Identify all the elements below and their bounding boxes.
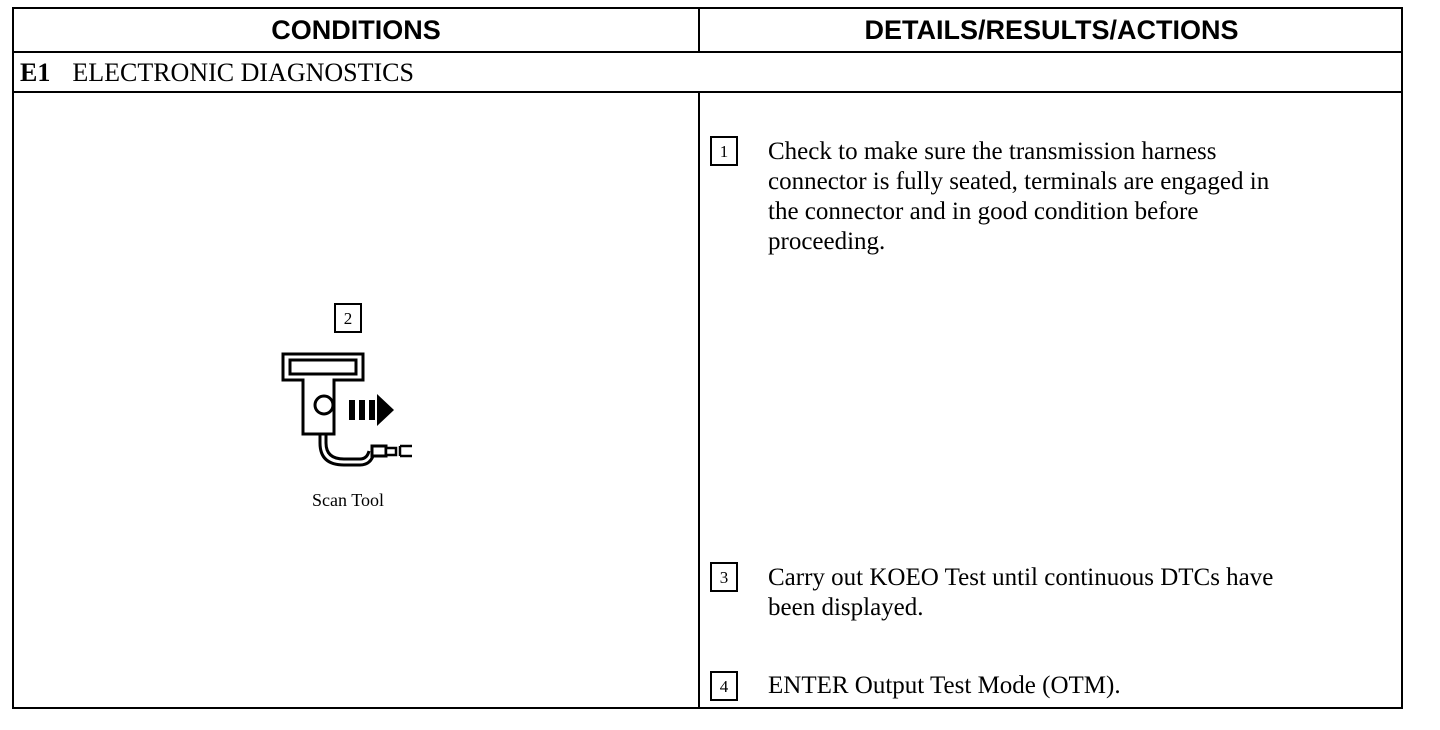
step-1-line: Check to make sure the transmission harness [768, 138, 1217, 165]
step-1-line: proceeding. [768, 228, 886, 255]
step-number-box: 4 [710, 671, 738, 701]
step-4-line: ENTER Output Test Mode (OTM). [768, 672, 1121, 699]
step-1-line: the connector and in good condition before [768, 198, 1199, 225]
scan-tool-icon [276, 349, 416, 474]
diagnostic-table [12, 7, 1403, 709]
step-number-box: 2 [334, 303, 362, 333]
section-code: E1 [20, 58, 51, 87]
step-4-text [768, 671, 1121, 701]
section-divider [14, 91, 1401, 93]
details-header: DETAILS/RESULTS/ACTIONS [864, 15, 1239, 45]
scan-tool-caption: Scan Tool [312, 490, 384, 510]
step-1-line: connector is fully seated, terminals are engaged in [768, 168, 1270, 195]
step-number-box: 3 [710, 562, 738, 592]
step-number-box: 1 [710, 136, 738, 166]
section-title: ELECTRONIC DIAGNOSTICS [72, 58, 414, 87]
step-3-line: been displayed. [768, 594, 924, 621]
step-3-text [768, 563, 1273, 623]
section-title-row [20, 53, 414, 91]
conditions-header: CONDITIONS [271, 15, 441, 45]
step-1-text [768, 137, 1269, 257]
body-column-divider [698, 93, 700, 707]
step-3-line: Carry out KOEO Test until continuous DTCs have [768, 564, 1274, 591]
